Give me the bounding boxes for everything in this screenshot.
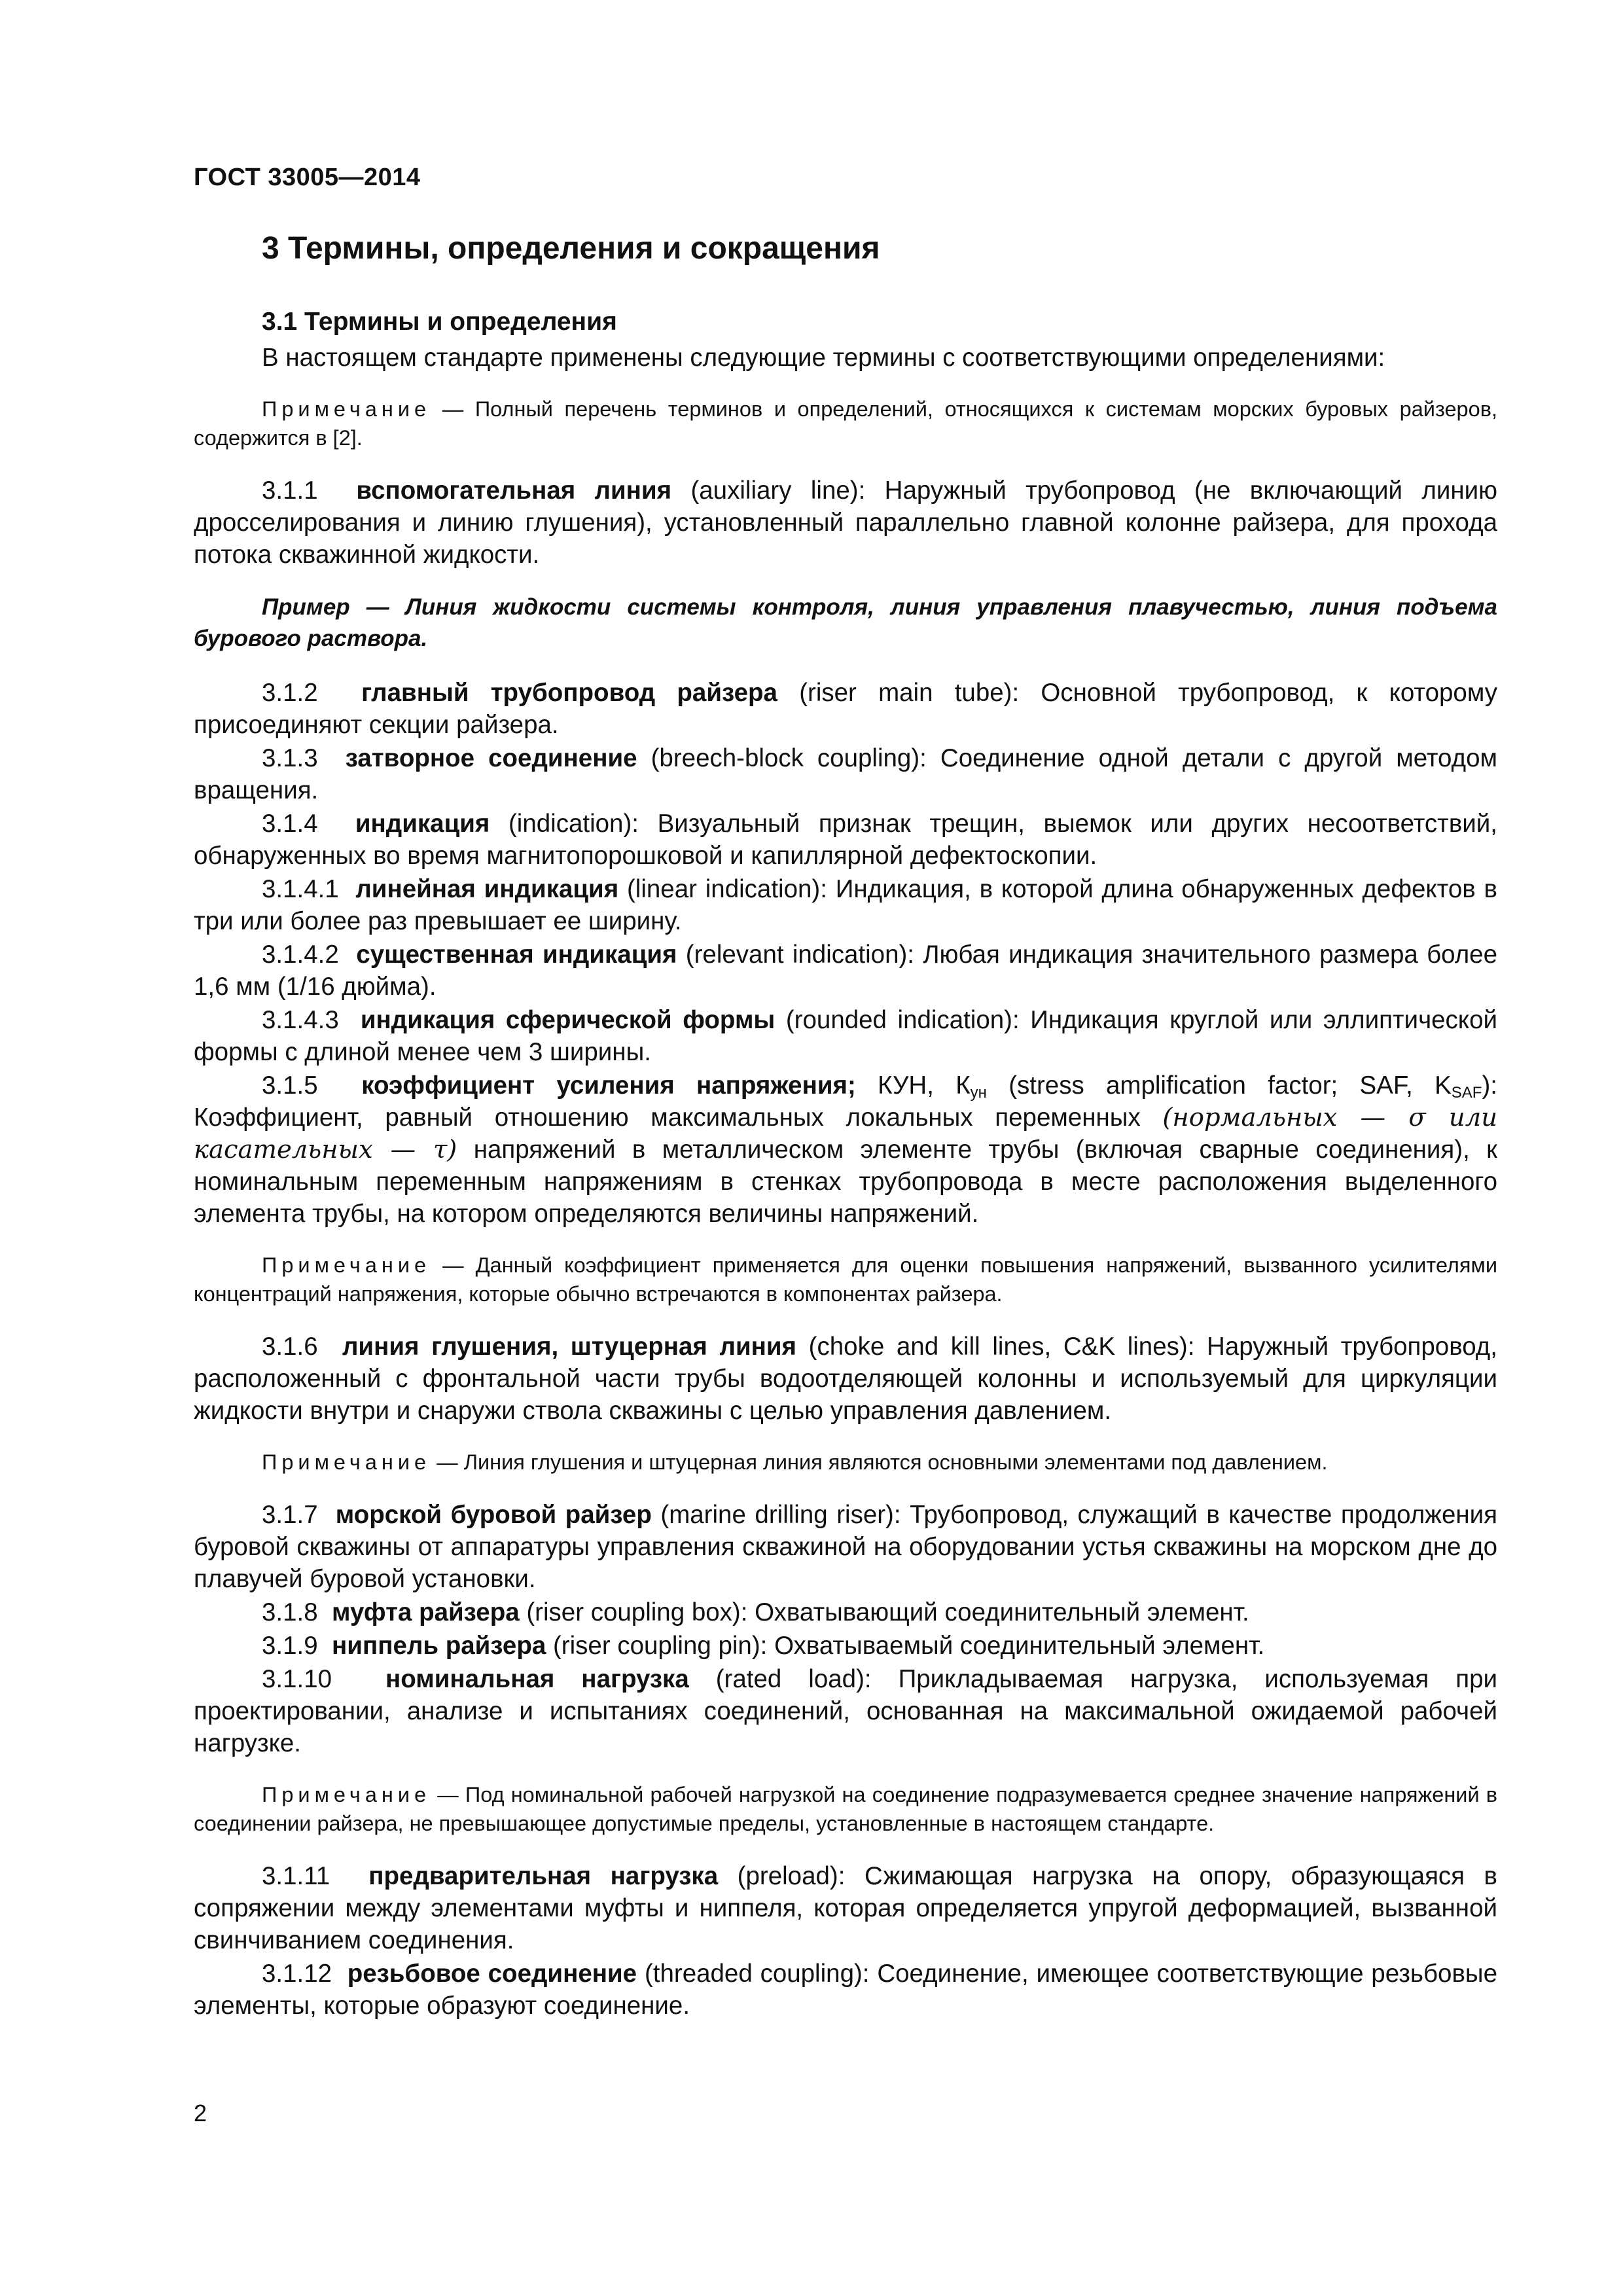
- term-3-1-4-3: 3.1.4.3 индикация сферической формы (rounded indication): Индикация круглой или эллиптической формы с длиной менее чем 3 ширины.: [194, 1006, 1497, 1066]
- term-3-1-8: 3.1.8 муфта райзера (riser coupling box): Охватывающий соединительный элемент.: [262, 1598, 1249, 1626]
- term-3-1-10: 3.1.10 номинальная нагрузка (rated load): Прикладываемая нагрузка, используемая при проектировании, анализе и испытаниях соединений, основанная на максимальной ожидаемой рабочей нагрузке.: [194, 1665, 1497, 1757]
- term-3-1-4-1: 3.1.4.1 линейная индикация (linear indication): Индикация, в которой длина обнаруженных дефектов в три или более раз превышает ее ширину.: [194, 875, 1497, 935]
- term-3-1-6: 3.1.6 линия глушения, штуцерная линия (choke and kill lines, C&K lines): Наружный трубопровод, расположенный с фронтальной части трубы водоотделяющей колонны и используемый для циркуляции жидкости внутри и снаружи ствола скважины с целью управления давлением.: [194, 1333, 1497, 1425]
- term-3-1-5: 3.1.5 коэффициент усиления напряжения; КУН, $К_{ун}$ (stress amplification factor; SAF, $K_{SAF}$): Коэффициент, равный отношению максимальных локальных переменных (нормальных — σ или касательных — τ) напряжений в металлическом элементе трубы (включая сварные соединения), к номинальным переменным напряжениям в стенках трубопровода в месте расположения выделенного элемента трубы, на котором определяются величины напряжений.: [194, 1071, 1498, 1228]
- note-1: Примечание — Полный перечень терминов и определений, относящихся к системам морских буровых райзеров, содержится в [2].: [194, 397, 1498, 450]
- term-3-1-4: 3.1.4 индикация (indication): Визуальный признак трещин, выемок или других несоответствий, обнаруженных во время магнитопорошковой и капиллярной дефектоскопии.: [194, 810, 1497, 870]
- term-3-1-12: 3.1.12 резьбовое соединение (threaded coupling): Соединение, имеющее соответствующие резьбовые элементы, которые образуют соединение.: [194, 1960, 1497, 2020]
- document-header: ГОСТ 33005—2014: [194, 164, 421, 191]
- section-title: 3 Термины, определения и сокращения: [262, 231, 880, 266]
- stress-notation: (нормальных — σ или касательных — τ): [194, 1103, 1497, 1164]
- term-3-1-2: 3.1.2 главный трубопровод райзера (riser main tube): Основной трубопровод, к которому присоединяют секции райзера.: [194, 679, 1497, 739]
- example-paragraph: Пример — Линия жидкости системы контроля, линия управления плавучестью, линия подъема бурового раствора.: [194, 594, 1497, 651]
- note-2: Примечание — Данный коэффициент применяется для оценки повышения напряжений, вызванного усилителями концентраций напряжения, которые обычно встречаются в компонентах райзера.: [194, 1253, 1497, 1306]
- page-number: 2: [194, 2100, 207, 2126]
- term-3-1-11: 3.1.11 предварительная нагрузка (preload): Сжимающая нагрузка на опору, образующаяся в сопряжении между элементами муфты и ниппеля, которая определяется упругой деформацией, вызванной свинчиванием соединения.: [194, 1862, 1497, 1954]
- subsection-title: 3.1 Термины и определения: [262, 308, 617, 336]
- term-3-1-7: 3.1.7 морской буровой райзер (marine drilling riser): Трубопровод, служащий в качестве продолжения буровой скважины от аппаратуры управления скважиной на оборудовании устья скважины на морском дне до плавучей буровой установки.: [194, 1501, 1497, 1593]
- term-3-1-4-2: 3.1.4.2 существенная индикация (relevant indication): Любая индикация значительного размера более 1,6 мм (1/16 дюйма).: [194, 941, 1497, 1001]
- term-3-1-1: 3.1.1 вспомогательная линия (auxiliary line): Наружный трубопровод (не включающий линию дросселирования и линию глушения), установленный параллельно главной колонне райзера, для прохода потока скважинной жидкости.: [194, 476, 1497, 569]
- note-4: Примечание — Под номинальной рабочей нагрузкой на соединение подразумевается среднее значение напряжений в соединении райзера, не превышающее допустимые пределы, установленные в настоящем стандарте.: [194, 1783, 1497, 1835]
- term-3-1-3: 3.1.3 затворное соединение (breech-block coupling): Соединение одной детали с другой методом вращения.: [194, 744, 1497, 804]
- term-3-1-9: 3.1.9 ниппель райзера (riser coupling pin): Охватываемый соединительный элемент.: [262, 1632, 1265, 1660]
- intro-paragraph: В настоящем стандарте применены следующие термины с соответствующими определениями:: [262, 344, 1385, 372]
- note-3: Примечание — Линия глушения и штуцерная линия являются основными элементами под давлением.: [262, 1450, 1328, 1474]
- document-body: [194, 308, 1497, 2023]
- note-label: Примечание: [262, 397, 431, 421]
